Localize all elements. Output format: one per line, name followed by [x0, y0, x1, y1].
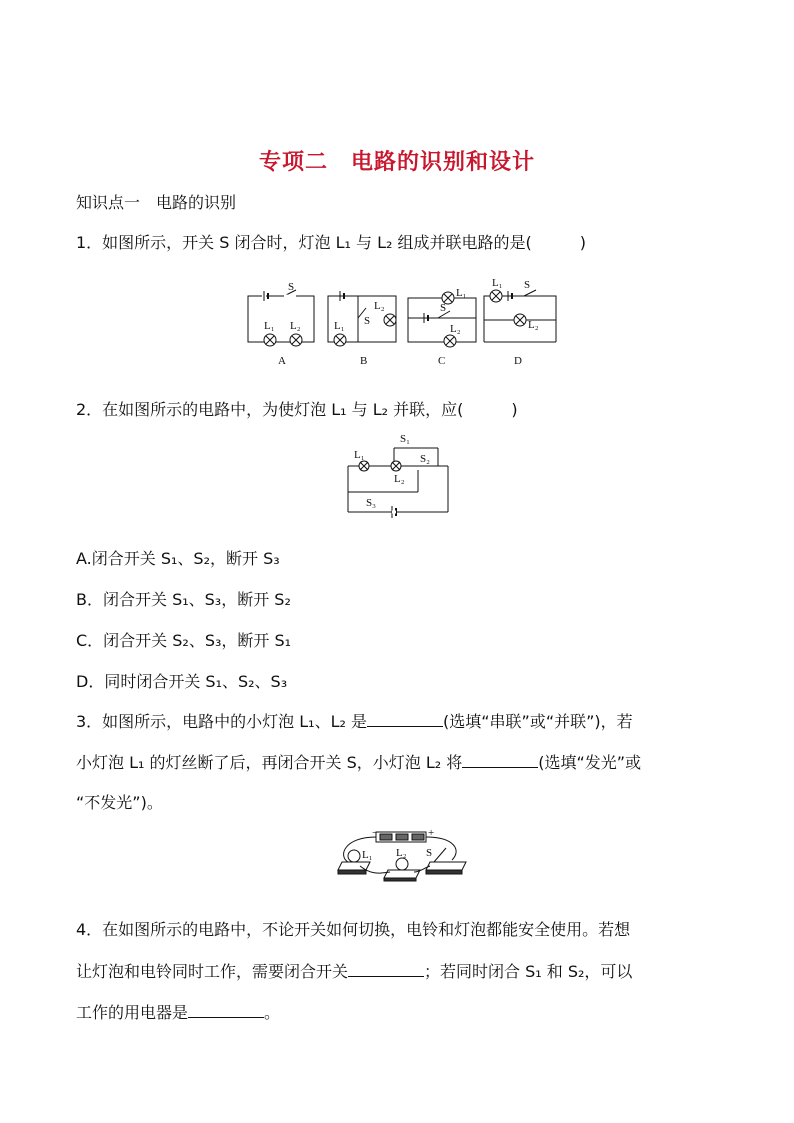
circuit-c-label-s: S	[440, 302, 447, 314]
q3-label-l2: L₂	[396, 847, 407, 859]
circuit-d	[484, 290, 556, 342]
circuit-b	[328, 291, 396, 346]
circuit-c	[408, 292, 476, 347]
question-4-line-3	[76, 1001, 726, 1024]
q2-label-l2: L₂	[394, 473, 405, 485]
question-2-circuit-diagram	[338, 430, 458, 520]
q3-line2-part-b: (选填“发光”或	[538, 753, 642, 772]
q2-label-s1: S₁	[400, 433, 410, 445]
q3-line1-part-b: (选填“串联”或“并联”)，若	[443, 712, 633, 731]
circuit-a	[248, 290, 314, 346]
circuit-b-label: B	[360, 355, 368, 367]
question-3-line-2	[76, 751, 726, 774]
question-3-line-3: “不发光”)。	[76, 793, 163, 812]
q4-blank-2[interactable]	[188, 1001, 264, 1018]
circuit-c-label: C	[438, 355, 446, 367]
circuit-b-label-l1: L₁	[334, 320, 345, 332]
q3-blank-1[interactable]	[367, 710, 443, 727]
circuit-b-label-s: S	[364, 315, 371, 327]
page-title: 专项二 电路的识别和设计	[258, 150, 535, 175]
q4-blank-1[interactable]	[348, 960, 424, 977]
section-heading: 知识点一 电路的识别	[76, 193, 237, 212]
q4-line3-part-b: 。	[264, 1003, 281, 1022]
question-2-option-c: C．闭合开关 S₂、S₃，断开 S₁	[76, 631, 292, 650]
circuit-a-label-l2: L₂	[290, 320, 301, 332]
question-4-line-1: 4．在如图所示的电路中，不论开关如何切换，电铃和灯泡都能安全使用。若想	[76, 920, 631, 939]
circuit-d-label: D	[514, 355, 522, 367]
circuit-a-label: A	[278, 355, 286, 367]
question-2-option-b: B．闭合开关 S₁、S₃，断开 S₂	[76, 590, 291, 609]
q4-line3-part-a: 工作的用电器是	[76, 1003, 189, 1022]
question-1-text: 1．如图所示，开关 S 闭合时，灯泡 L₁ 与 L₂ 组成并联电路的是( )	[76, 233, 586, 252]
circuit-c-label-l1: L₁	[456, 287, 467, 299]
q3-blank-2[interactable]	[462, 751, 538, 768]
circuit-d-label-l2: L₂	[528, 319, 539, 331]
q4-line2-part-a: 让灯泡和电铃同时工作，需要闭合开关	[76, 962, 349, 981]
q3-label-s: S	[426, 847, 433, 859]
q3-line1-part-a: 3．如图所示，电路中的小灯泡 L₁、L₂ 是	[76, 712, 368, 731]
circuit-a-label-s: S	[288, 281, 295, 293]
circuit-b-label-l2: L₂	[374, 300, 385, 312]
circuit-d-label-s: S	[524, 279, 531, 291]
q2-label-l1: L₁	[354, 449, 365, 461]
question-3-line-1	[76, 710, 726, 733]
q2-label-s3: S₃	[366, 497, 376, 509]
q4-line2-part-b: ；若同时闭合 S₁ 和 S₂，可以	[424, 962, 633, 981]
question-2-option-a: A.闭合开关 S₁、S₂，断开 S₃	[76, 549, 280, 568]
circuit-c-label-l2: L₂	[450, 323, 461, 335]
q2-label-s2: S₂	[420, 453, 430, 465]
question-2-text: 2．在如图所示的电路中，为使灯泡 L₁ 与 L₂ 并联，应( )	[76, 400, 518, 419]
question-1-circuit-diagrams	[240, 278, 560, 370]
question-3-circuit-picture	[334, 826, 470, 882]
question-2-option-d: D．同时闭合开关 S₁、S₂、S₃	[76, 672, 288, 691]
q3-label-plus: +	[428, 827, 435, 839]
q3-label-l1: L₁	[362, 849, 373, 861]
q3-line2-part-a: 小灯泡 L₁ 的灯丝断了后，再闭合开关 S，小灯泡 L₂ 将	[76, 753, 463, 772]
q3-label-minus: −	[372, 827, 379, 839]
question-4-line-2	[76, 960, 726, 983]
circuit-a-label-l1: L₁	[264, 320, 275, 332]
circuit-d-label-l1: L₁	[492, 278, 503, 289]
